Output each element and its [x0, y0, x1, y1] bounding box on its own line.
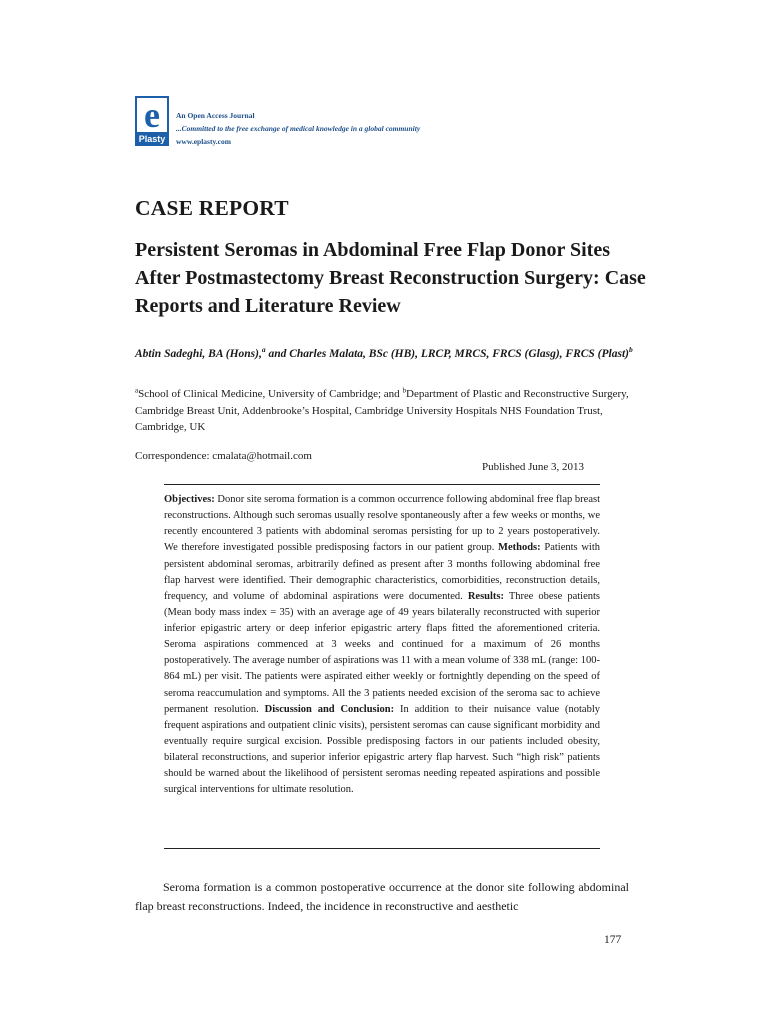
- discussion-text: In addition to their nuisance value (notably frequent aspirations and outpatient clinic visits), persistent seromas can cause significant morbidity and eventually require surgical excision. Possible predisposing factors in our patients included obesity, bilateral reconstructions, and superior inferior epigastric artery flap harvest. Such “high risk” patients should be warned about the likelihood of persistent seromas needing repeated aspirations and possible surgical interventions for ultimate resolution.: [164, 703, 601, 796]
- author-2: and Charles Malata, BSc (HB), LRCP, MRCS, FRCS (Glasg), FRCS (Plast): [265, 348, 629, 360]
- affiliation-a: School of Clinical Medicine, University of Cambridge; and: [138, 388, 403, 400]
- methods-text: Patients with persistent abdominal seromas, arbitrarily defined as present after 3 months following abdominal free flap harvest were identified. Their demographic characteristics, comorbidities, reconstruction details, frequency, and volume of abdominal aspirations were documented.: [164, 542, 600, 602]
- abstract: [164, 492, 600, 798]
- correspondence: Correspondence: cmalata@hotmail.com: [135, 450, 312, 462]
- abstract-top-rule: [164, 484, 600, 485]
- author-1: Abtin Sadeghi, BA (Hons),: [135, 348, 262, 360]
- body-paragraph-text: Seroma formation is a common postoperative occurrence at the donor site following abdominal flap breast reconstructions. Indeed, the incidence in reconstructive and aesthetic: [135, 880, 629, 913]
- affiliation-b-marker: b: [402, 386, 407, 395]
- svg-text:Plasty: Plasty: [138, 134, 166, 144]
- affiliation-a-marker: a: [135, 386, 139, 395]
- svg-text:e: e: [144, 96, 160, 135]
- methods-label: Methods:: [498, 542, 541, 554]
- journal-url[interactable]: www.eplasty.com: [176, 137, 231, 146]
- results-label: Results:: [467, 590, 504, 602]
- affiliations: [135, 386, 635, 436]
- results-text: Three obese patients (Mean body mass index = 35) with an average age of 49 years bilaterally reconstructed with superior inferior epigastric artery or deep inferior epigastric artery flaps fitted the aforementioned criteria. Seroma aspirations commenced at 3 weeks and continued for a maximum of 26 months postoperatively. The average number of aspirations was 11 with a mean volume of 338 mL (range: 100-864 mL) per visit. The patients were aspirated either weekly or fortnightly depending on the speed of seroma reaccumulation and symptoms. All the 3 patients needed excision of the seroma sac to achieve permanent resolution.: [164, 590, 600, 715]
- author-list: [135, 346, 635, 363]
- body-paragraph: [135, 878, 629, 915]
- affiliation-b: Department of Plastic and Reconstructive Surgery, Cambridge Breast Unit, Addenbrooke’s Hospital, Cambridge University Hospitals NHS Foundation Trust, Cambridge, UK: [135, 388, 629, 433]
- author-1-affiliation-marker: a: [261, 345, 266, 355]
- journal-tagline: An Open Access Journal: [176, 111, 255, 120]
- journal-mission: ...Committed to the free exchange of medical knowledge in a global community: [176, 124, 421, 133]
- discussion-label: Discussion and Conclusion:: [264, 703, 395, 715]
- eplasty-logo: [135, 96, 169, 146]
- objectives-text: Donor site seroma formation is a common occurrence following abdominal free flap breast reconstructions. Although such seromas usually resolve spontaneously after a few weeks or months, we recently encountered 3 patients with abdominal seromas persisting for up to 2 years postoperatively. We therefore investigated possible predisposing factors in our patient group.: [164, 494, 600, 554]
- objectives-label: Objectives:: [164, 494, 215, 505]
- published-date: Published June 3, 2013: [482, 461, 585, 473]
- page-number: 177: [604, 934, 622, 946]
- author-2-affiliation-marker: b: [628, 345, 633, 355]
- abstract-bottom-rule: [164, 848, 600, 849]
- article-title: Persistent Seromas in Abdominal Free Flap Donor Sites After Postmastectomy Breast Reconstruction Surgery: Case Reports and Literature Review: [135, 239, 646, 317]
- article-type: CASE REPORT: [135, 196, 289, 220]
